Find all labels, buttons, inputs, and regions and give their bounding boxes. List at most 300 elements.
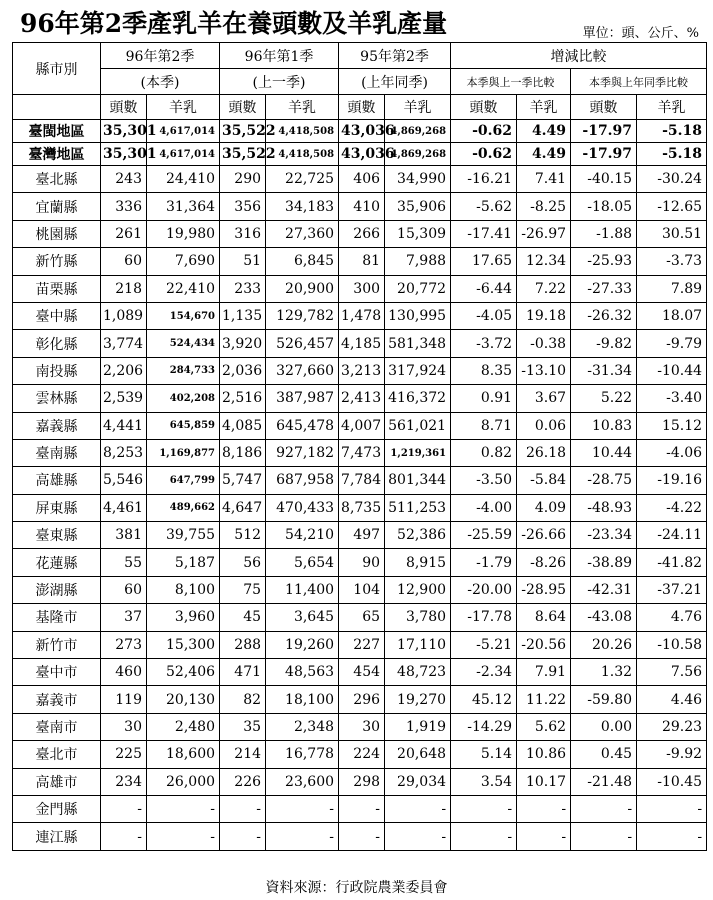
- table-cell: -: [637, 823, 707, 850]
- table-cell: 19,260: [266, 631, 339, 658]
- table-cell: -17.97: [571, 120, 637, 143]
- table-cell: 647,799: [147, 467, 220, 494]
- table-cell: -17.78: [451, 604, 517, 631]
- table-cell: 4,418,508: [266, 120, 339, 143]
- table-cell: 35,301: [101, 120, 147, 143]
- table-cell: -40.15: [571, 166, 637, 193]
- table-row: [13, 385, 707, 412]
- region-name: 桃園縣: [13, 220, 101, 247]
- table-cell: 316: [220, 220, 266, 247]
- table-cell: 273: [101, 631, 147, 658]
- table-cell: 35,906: [385, 193, 451, 220]
- table-cell: -: [385, 795, 451, 822]
- region-name: 臺中市: [13, 659, 101, 686]
- table-cell: -5.84: [517, 467, 571, 494]
- table-cell: 75: [220, 576, 266, 603]
- table-row: [13, 522, 707, 549]
- region-name: 宜蘭縣: [13, 193, 101, 220]
- table-cell: 12,900: [385, 576, 451, 603]
- table-cell: 29.23: [637, 713, 707, 740]
- table-cell: 5,546: [101, 467, 147, 494]
- table-cell: -9.92: [637, 741, 707, 768]
- column-header: 頭數: [220, 95, 266, 120]
- table-cell: 224: [339, 741, 385, 768]
- table-cell: -28.95: [517, 576, 571, 603]
- table-cell: -1.88: [571, 220, 637, 247]
- table-cell: 581,348: [385, 330, 451, 357]
- table-cell: -12.65: [637, 193, 707, 220]
- table-cell: 5.14: [451, 741, 517, 768]
- table-cell: 20,772: [385, 275, 451, 302]
- region-name: 基隆市: [13, 604, 101, 631]
- table-cell: -14.29: [451, 713, 517, 740]
- table-cell: -: [451, 823, 517, 850]
- table-cell: -8.26: [517, 549, 571, 576]
- table-cell: 233: [220, 275, 266, 302]
- table-cell: -3.50: [451, 467, 517, 494]
- table-cell: 15.12: [637, 412, 707, 439]
- table-cell: 52,386: [385, 522, 451, 549]
- table-cell: -16.21: [451, 166, 517, 193]
- table-cell: 6,845: [266, 248, 339, 275]
- table-cell: -5.21: [451, 631, 517, 658]
- table-cell: -: [220, 823, 266, 850]
- table-cell: 2,539: [101, 385, 147, 412]
- table-cell: -4.00: [451, 494, 517, 521]
- table-cell: -24.11: [637, 522, 707, 549]
- table-cell: 10.44: [571, 439, 637, 466]
- table-cell: 489,662: [147, 494, 220, 521]
- table-cell: -: [637, 795, 707, 822]
- region-name: 金門縣: [13, 795, 101, 822]
- table-row: [13, 713, 707, 740]
- table-cell: -42.31: [571, 576, 637, 603]
- table-cell: 26,000: [147, 768, 220, 795]
- table-cell: 4,418,508: [266, 143, 339, 166]
- header-row-1: [13, 43, 707, 69]
- table-cell: 4.49: [517, 143, 571, 166]
- column-header: 頭數: [339, 95, 385, 120]
- table-cell: 290: [220, 166, 266, 193]
- table-cell: 11.22: [517, 686, 571, 713]
- table-cell: 52,406: [147, 659, 220, 686]
- table-cell: 356: [220, 193, 266, 220]
- table-cell: 26.18: [517, 439, 571, 466]
- table-row: [13, 302, 707, 329]
- table-cell: 266: [339, 220, 385, 247]
- table-cell: 7,784: [339, 467, 385, 494]
- table-cell: 15,309: [385, 220, 451, 247]
- table-cell: -: [517, 795, 571, 822]
- table-cell: 37: [101, 604, 147, 631]
- region-name: 臺灣地區: [13, 143, 101, 166]
- table-cell: 3,780: [385, 604, 451, 631]
- table-cell: -: [101, 795, 147, 822]
- table-cell: -3.40: [637, 385, 707, 412]
- table-cell: 410: [339, 193, 385, 220]
- table-cell: -6.44: [451, 275, 517, 302]
- table-cell: 5.62: [517, 713, 571, 740]
- group-subtitle-current: (本季): [101, 69, 220, 95]
- table-cell: 561,021: [385, 412, 451, 439]
- region-name: 澎湖縣: [13, 576, 101, 603]
- table-cell: -10.44: [637, 357, 707, 384]
- table-cell: 5,747: [220, 467, 266, 494]
- table-cell: -27.33: [571, 275, 637, 302]
- table-cell: -0.38: [517, 330, 571, 357]
- group-header-previous: 96年第1季: [220, 43, 339, 69]
- table-cell: -43.08: [571, 604, 637, 631]
- table-cell: 18.07: [637, 302, 707, 329]
- column-header: 頭數: [451, 95, 517, 120]
- table-cell: 317,924: [385, 357, 451, 384]
- table-row: [13, 741, 707, 768]
- table-cell: 687,958: [266, 467, 339, 494]
- table-cell: -3.73: [637, 248, 707, 275]
- table-cell: 2,036: [220, 357, 266, 384]
- table-cell: 460: [101, 659, 147, 686]
- table-cell: 10.86: [517, 741, 571, 768]
- table-cell: -37.21: [637, 576, 707, 603]
- source-note: 資料來源：行政院農業委員會: [265, 880, 448, 896]
- column-header: 頭數: [571, 95, 637, 120]
- table-cell: 20,900: [266, 275, 339, 302]
- table-cell: 2,480: [147, 713, 220, 740]
- region-name: 臺東縣: [13, 522, 101, 549]
- table-cell: -17.97: [571, 143, 637, 166]
- table-cell: 3.67: [517, 385, 571, 412]
- table-cell: -: [339, 823, 385, 850]
- table-cell: 0.91: [451, 385, 517, 412]
- region-name: 高雄市: [13, 768, 101, 795]
- column-header: 羊乳: [147, 95, 220, 120]
- table-cell: -5.18: [637, 143, 707, 166]
- table-cell: -23.34: [571, 522, 637, 549]
- table-cell: -4.22: [637, 494, 707, 521]
- table-cell: 4,007: [339, 412, 385, 439]
- table-cell: 4.46: [637, 686, 707, 713]
- region-name: 苗栗縣: [13, 275, 101, 302]
- table-cell: 8.35: [451, 357, 517, 384]
- table-cell: -: [266, 795, 339, 822]
- table-cell: 65: [339, 604, 385, 631]
- table-cell: 35,522: [220, 120, 266, 143]
- table-cell: 119: [101, 686, 147, 713]
- table-cell: 524,434: [147, 330, 220, 357]
- table-cell: 3,213: [339, 357, 385, 384]
- region-name: 臺中縣: [13, 302, 101, 329]
- table-cell: 45: [220, 604, 266, 631]
- table-cell: -18.05: [571, 193, 637, 220]
- table-cell: 48,563: [266, 659, 339, 686]
- region-name: 彰化縣: [13, 330, 101, 357]
- table-cell: 20,648: [385, 741, 451, 768]
- table-cell: -48.93: [571, 494, 637, 521]
- table-cell: 402,208: [147, 385, 220, 412]
- table-cell: 4,869,268: [385, 120, 451, 143]
- table-cell: 0.00: [571, 713, 637, 740]
- table-cell: 18,600: [147, 741, 220, 768]
- change-subheader-year: 本季與上年同季比較: [571, 69, 707, 95]
- table-cell: -: [385, 823, 451, 850]
- table-cell: -13.10: [517, 357, 571, 384]
- table-cell: 261: [101, 220, 147, 247]
- table-cell: 45.12: [451, 686, 517, 713]
- table-cell: 4,461: [101, 494, 147, 521]
- table-row: [13, 604, 707, 631]
- header-row-3: [13, 95, 707, 120]
- table-cell: 298: [339, 768, 385, 795]
- table-cell: 511,253: [385, 494, 451, 521]
- region-name: 臺閩地區: [13, 120, 101, 143]
- table-cell: 56: [220, 549, 266, 576]
- table-cell: 20.26: [571, 631, 637, 658]
- table-cell: 16,778: [266, 741, 339, 768]
- table-cell: 3,774: [101, 330, 147, 357]
- table-cell: 327,660: [266, 357, 339, 384]
- table-row: [13, 120, 707, 143]
- table-cell: -4.05: [451, 302, 517, 329]
- table-cell: 12.34: [517, 248, 571, 275]
- table-cell: -: [451, 795, 517, 822]
- table-cell: 0.82: [451, 439, 517, 466]
- table-cell: 8,100: [147, 576, 220, 603]
- table-cell: 4,185: [339, 330, 385, 357]
- column-header: 羊乳: [517, 95, 571, 120]
- table-cell: 81: [339, 248, 385, 275]
- table-cell: 30: [101, 713, 147, 740]
- table-cell: 225: [101, 741, 147, 768]
- table-cell: -59.80: [571, 686, 637, 713]
- table-cell: 801,344: [385, 467, 451, 494]
- table-cell: -: [571, 795, 637, 822]
- table-cell: -26.66: [517, 522, 571, 549]
- table-row: [13, 248, 707, 275]
- table-cell: 8,915: [385, 549, 451, 576]
- table-cell: -26.97: [517, 220, 571, 247]
- table-cell: 35: [220, 713, 266, 740]
- table-row: [13, 576, 707, 603]
- table-cell: -5.18: [637, 120, 707, 143]
- table-cell: 22,410: [147, 275, 220, 302]
- table-cell: 39,755: [147, 522, 220, 549]
- table-row: [13, 143, 707, 166]
- table-cell: 7,988: [385, 248, 451, 275]
- table-cell: 4.49: [517, 120, 571, 143]
- table-row: [13, 412, 707, 439]
- table-row: [13, 686, 707, 713]
- table-cell: 5.22: [571, 385, 637, 412]
- table-cell: -5.62: [451, 193, 517, 220]
- table-cell: 226: [220, 768, 266, 795]
- table-cell: 296: [339, 686, 385, 713]
- table-cell: 11,400: [266, 576, 339, 603]
- table-cell: 1.32: [571, 659, 637, 686]
- table-cell: 227: [339, 631, 385, 658]
- table-cell: -9.82: [571, 330, 637, 357]
- table-cell: 645,478: [266, 412, 339, 439]
- table-cell: 234: [101, 768, 147, 795]
- table-cell: 4,617,014: [147, 143, 220, 166]
- table-cell: 0.06: [517, 412, 571, 439]
- region-name: 新竹市: [13, 631, 101, 658]
- table-row: [13, 823, 707, 850]
- table-row: [13, 768, 707, 795]
- table-cell: 19,270: [385, 686, 451, 713]
- table-cell: 4.09: [517, 494, 571, 521]
- statistics-table: [12, 42, 707, 851]
- table-cell: -2.34: [451, 659, 517, 686]
- column-header: 羊乳: [385, 95, 451, 120]
- table-cell: 54,210: [266, 522, 339, 549]
- group-header-current: 96年第2季: [101, 43, 220, 69]
- table-cell: -: [101, 823, 147, 850]
- table-cell: 24,410: [147, 166, 220, 193]
- table-cell: -: [147, 795, 220, 822]
- table-cell: 284,733: [147, 357, 220, 384]
- table-row: [13, 330, 707, 357]
- region-name: 花蓮縣: [13, 549, 101, 576]
- table-cell: 454: [339, 659, 385, 686]
- table-cell: -26.32: [571, 302, 637, 329]
- table-cell: -: [517, 823, 571, 850]
- table-cell: 336: [101, 193, 147, 220]
- region-name: 連江縣: [13, 823, 101, 850]
- table-cell: 18,100: [266, 686, 339, 713]
- table-cell: 387,987: [266, 385, 339, 412]
- table-cell: 55: [101, 549, 147, 576]
- table-row: [13, 275, 707, 302]
- table-cell: 43,036: [339, 120, 385, 143]
- table-row: [13, 166, 707, 193]
- group-header-last-year: 95年第2季: [339, 43, 451, 69]
- table-row: [13, 631, 707, 658]
- region-name: 臺北縣: [13, 166, 101, 193]
- page-title: 96年第2季產乳羊在養頭數及羊乳產量: [20, 9, 448, 38]
- table-cell: 7.41: [517, 166, 571, 193]
- region-name: 臺南市: [13, 713, 101, 740]
- table-cell: -9.79: [637, 330, 707, 357]
- region-name: 雲林縣: [13, 385, 101, 412]
- table-cell: 497: [339, 522, 385, 549]
- table-cell: -28.75: [571, 467, 637, 494]
- region-name: 嘉義市: [13, 686, 101, 713]
- table-cell: 34,183: [266, 193, 339, 220]
- table-row: [13, 494, 707, 521]
- table-cell: 2,413: [339, 385, 385, 412]
- table-cell: 7.89: [637, 275, 707, 302]
- table-cell: 1,219,361: [385, 439, 451, 466]
- table-cell: 645,859: [147, 412, 220, 439]
- table-cell: 470,433: [266, 494, 339, 521]
- table-row: [13, 439, 707, 466]
- column-header: 羊乳: [637, 95, 707, 120]
- table-cell: 60: [101, 248, 147, 275]
- table-row: [13, 549, 707, 576]
- table-cell: 8,186: [220, 439, 266, 466]
- table-cell: 7.22: [517, 275, 571, 302]
- table-cell: 0.45: [571, 741, 637, 768]
- table-cell: 130,995: [385, 302, 451, 329]
- table-cell: 60: [101, 576, 147, 603]
- table-cell: 1,919: [385, 713, 451, 740]
- table-cell: 4,647: [220, 494, 266, 521]
- table-cell: 214: [220, 741, 266, 768]
- table-cell: 526,457: [266, 330, 339, 357]
- table-cell: -: [220, 795, 266, 822]
- table-cell: 1,478: [339, 302, 385, 329]
- table-row: [13, 467, 707, 494]
- region-name: 新竹縣: [13, 248, 101, 275]
- group-header-change: 增減比較: [451, 43, 707, 69]
- region-header: 縣市別: [13, 43, 101, 95]
- table-cell: -10.45: [637, 768, 707, 795]
- table-cell: 288: [220, 631, 266, 658]
- table-cell: 154,670: [147, 302, 220, 329]
- table-cell: -31.34: [571, 357, 637, 384]
- table-cell: 7.56: [637, 659, 707, 686]
- table-cell: 35,301: [101, 143, 147, 166]
- table-cell: -0.62: [451, 143, 517, 166]
- table-cell: 51: [220, 248, 266, 275]
- table-row: [13, 659, 707, 686]
- table-cell: 19,980: [147, 220, 220, 247]
- table-cell: 416,372: [385, 385, 451, 412]
- table-cell: 4,869,268: [385, 143, 451, 166]
- table-cell: 10.17: [517, 768, 571, 795]
- column-header: 頭數: [101, 95, 147, 120]
- table-cell: 17,110: [385, 631, 451, 658]
- table-cell: 5,187: [147, 549, 220, 576]
- table-cell: 4.76: [637, 604, 707, 631]
- table-cell: 35,522: [220, 143, 266, 166]
- region-name: 屏東縣: [13, 494, 101, 521]
- header-row-2: [13, 69, 707, 95]
- table-cell: -10.58: [637, 631, 707, 658]
- table-cell: 30.51: [637, 220, 707, 247]
- table-cell: -17.41: [451, 220, 517, 247]
- table-cell: 48,723: [385, 659, 451, 686]
- table-cell: 27,360: [266, 220, 339, 247]
- table-cell: 3,960: [147, 604, 220, 631]
- table-cell: 8,735: [339, 494, 385, 521]
- table-cell: -1.79: [451, 549, 517, 576]
- table-cell: 7,473: [339, 439, 385, 466]
- table-cell: 8,253: [101, 439, 147, 466]
- table-cell: -20.00: [451, 576, 517, 603]
- table-cell: 10.83: [571, 412, 637, 439]
- table-cell: 2,516: [220, 385, 266, 412]
- table-cell: -19.16: [637, 467, 707, 494]
- table-cell: 17.65: [451, 248, 517, 275]
- table-cell: 381: [101, 522, 147, 549]
- table-cell: 7,690: [147, 248, 220, 275]
- table-cell: -20.56: [517, 631, 571, 658]
- table-cell: 4,617,014: [147, 120, 220, 143]
- region-name: 臺北市: [13, 741, 101, 768]
- table-cell: 90: [339, 549, 385, 576]
- table-cell: 300: [339, 275, 385, 302]
- region-name: 高雄縣: [13, 467, 101, 494]
- table-cell: 3.54: [451, 768, 517, 795]
- group-subtitle-last-year: (上年同季): [339, 69, 451, 95]
- table-cell: 20,130: [147, 686, 220, 713]
- table-cell: -3.72: [451, 330, 517, 357]
- table-cell: 1,089: [101, 302, 147, 329]
- table-cell: 512: [220, 522, 266, 549]
- table-cell: 129,782: [266, 302, 339, 329]
- column-header: 羊乳: [266, 95, 339, 120]
